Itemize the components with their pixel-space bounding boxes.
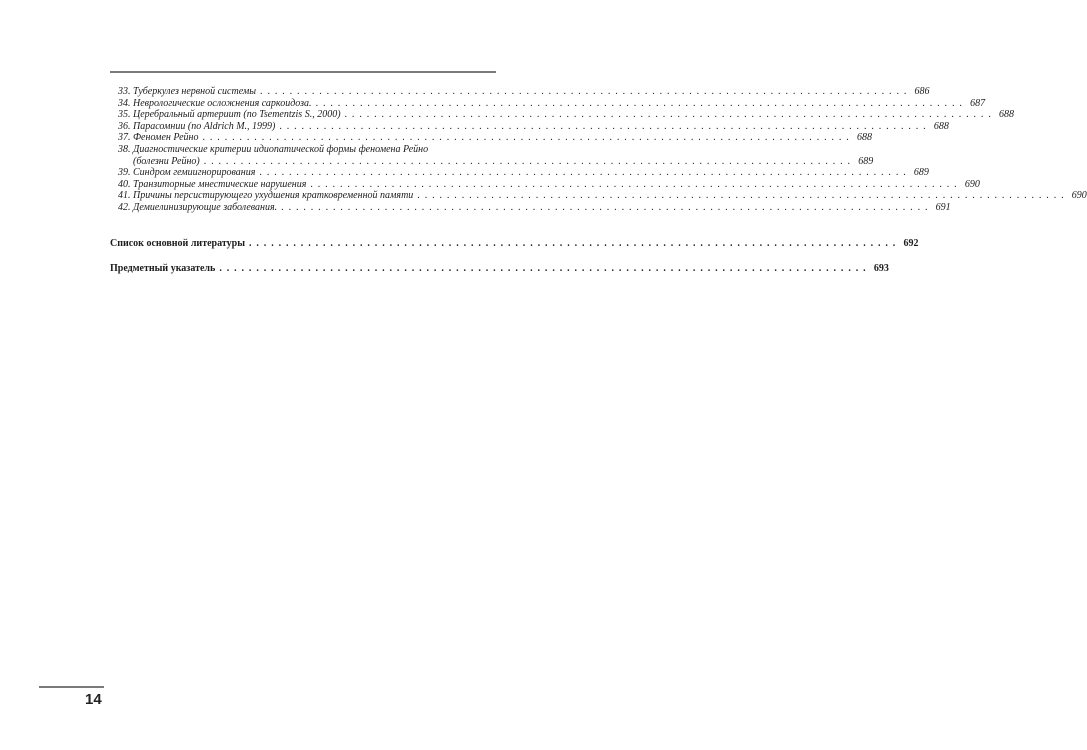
toc-entry[interactable] xyxy=(118,97,986,110)
toc-main-entry-page: 693 xyxy=(873,263,889,274)
toc-entry[interactable] xyxy=(118,178,980,191)
toc-leader-dots xyxy=(203,132,851,144)
toc-leader-dots xyxy=(279,121,927,133)
toc-main-entry-literature[interactable] xyxy=(110,238,919,249)
toc-entry[interactable] xyxy=(118,109,1015,121)
toc-entry-title-line1: 38. Диагностические критерии идиопатической формы феномена Рейно xyxy=(118,143,429,155)
toc-entry-page: 686 xyxy=(914,86,930,97)
toc-leader-dots xyxy=(310,179,958,191)
toc-entry-page: 687 xyxy=(970,97,986,109)
top-rule xyxy=(110,71,496,73)
toc-entry-page: 688 xyxy=(857,132,872,144)
toc-entry-title: 37. Феномен Рейно xyxy=(118,132,199,144)
toc-leader-dots xyxy=(259,167,907,179)
toc-entry[interactable] xyxy=(118,86,930,98)
toc-entry-page: 691 xyxy=(935,201,951,213)
toc-entry-title: 39. Синдром гемиигнорирования xyxy=(118,167,256,179)
toc-main-entry-title: Список основной литературы xyxy=(110,238,245,249)
toc-entry[interactable] xyxy=(118,201,951,214)
toc-entry-multiline[interactable] xyxy=(118,143,874,167)
toc-entry-title: 42. Демиелинизирующие заболевания. xyxy=(118,201,278,213)
toc-leader-dots xyxy=(204,156,852,168)
toc-leader-dots xyxy=(417,190,1065,202)
toc-entry-page: 689 xyxy=(858,155,874,167)
toc-leader-dots xyxy=(345,109,993,121)
toc-main-entry-title: Предметный указатель xyxy=(110,263,216,274)
toc-entry-title: 36. Парасомнии (по Aldrich M., 1999) xyxy=(118,120,276,132)
toc-entry[interactable] xyxy=(118,167,929,179)
toc-main-entry-index[interactable] xyxy=(110,263,889,274)
toc-entry-title: 33. Туберкулез нервной системы xyxy=(118,86,257,97)
toc-leader-dots xyxy=(219,263,867,274)
toc-leader-dots xyxy=(281,202,929,214)
toc-entry[interactable] xyxy=(118,120,949,133)
toc-entry-page: 688 xyxy=(999,109,1015,121)
toc-entry-page: 689 xyxy=(913,167,929,179)
toc-main-entry-page: 692 xyxy=(903,238,919,249)
toc-entry[interactable] xyxy=(118,132,872,144)
toc-leader-dots xyxy=(249,238,897,249)
page-number: 14 xyxy=(85,691,102,708)
toc-entry-page: 690 xyxy=(964,178,980,190)
toc-leader-dots xyxy=(260,86,908,98)
toc-entry-title-line2: (болезни Рейно) xyxy=(133,155,200,167)
toc-entry[interactable] xyxy=(118,190,1087,202)
toc-entry-page: 688 xyxy=(933,120,949,132)
toc-sub-list xyxy=(118,86,1087,214)
toc-entry-title: 41. Причины персистирующего ухудшения кратковременной памяти xyxy=(118,190,414,202)
footer-rule xyxy=(39,686,104,688)
toc-entry-page: 690 xyxy=(1071,190,1087,202)
toc-leader-dots xyxy=(316,98,964,110)
toc-entry-title: 40. Транзиторные мнестические нарушения xyxy=(118,178,307,190)
toc-entry-title: 34. Неврологические осложнения саркоидоза. xyxy=(118,97,312,109)
toc-entry-title: 35. Церебральный артериит (по Tsementzis S., 2000) xyxy=(118,109,341,121)
